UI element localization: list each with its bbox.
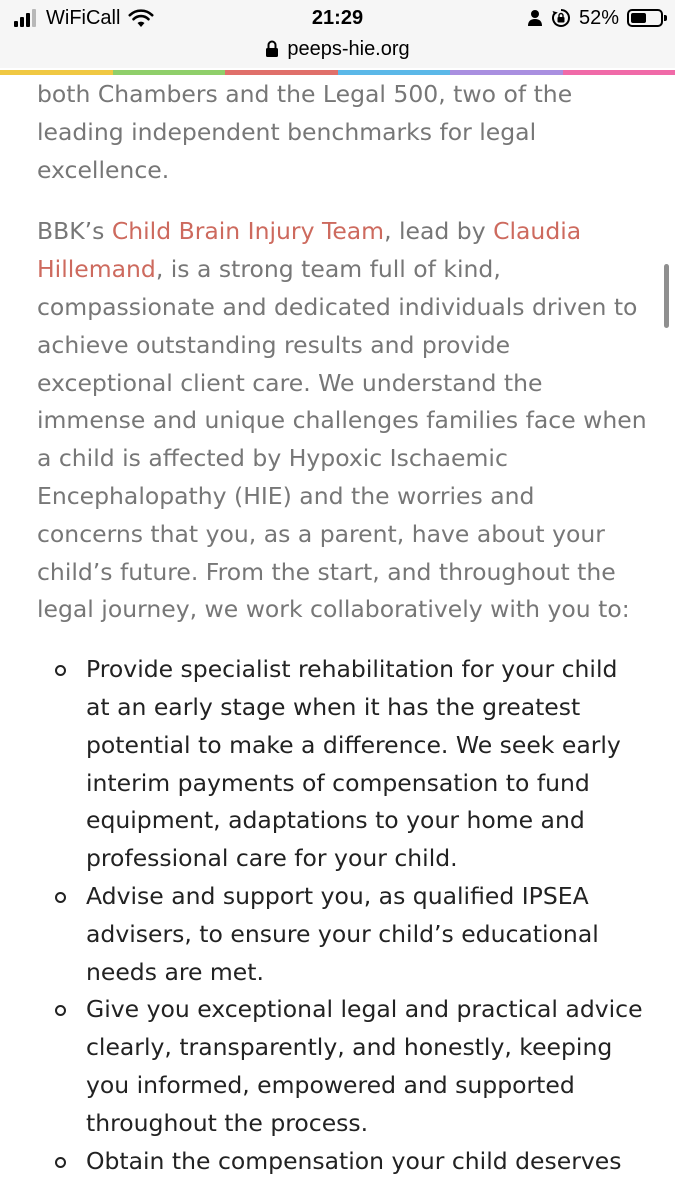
paragraph-text: , is a strong team full of kind, compassionate and dedicated individuals driven to achieve outstanding results and provide exceptional client care. We understand the immense and unique challenges families face when a child is affected by Hypoxic Ischaemic Encephalopathy (HIE) and the worries and concerns that you, as a parent, have about your child’s future. From the start, and throughout the legal journey, we work collaboratively with you to: — [37, 255, 647, 624]
color-strip-segment — [225, 70, 338, 75]
color-strip-segment — [0, 70, 113, 75]
url-text[interactable]: peeps-hie.org — [287, 38, 410, 60]
list-item — [86, 1143, 647, 1181]
article-content — [37, 76, 647, 1180]
scrollbar[interactable] — [664, 264, 669, 328]
status-time: 21:29 — [311, 7, 364, 29]
color-strip-segment — [338, 70, 451, 75]
carrier-name: WiFiCall — [46, 7, 121, 29]
person-icon — [527, 9, 543, 27]
lock-icon — [265, 40, 279, 58]
status-bar — [0, 0, 675, 36]
services-list — [37, 651, 647, 1180]
list-item — [86, 651, 647, 878]
paragraph-text: , lead by — [384, 217, 494, 246]
color-strip-segment — [563, 70, 675, 75]
address-bar[interactable] — [0, 36, 675, 68]
article-paragraph-team — [37, 213, 647, 629]
child-brain-injury-team-link[interactable]: Child Brain Injury Team — [111, 217, 385, 246]
list-item — [86, 878, 647, 991]
status-right — [527, 6, 663, 30]
bullet-icon — [55, 665, 66, 676]
battery-percent: 52% — [578, 7, 619, 29]
list-item-text: Provide specialist rehabilitation for your child at an early stage when it has the greatest potential to make a difference. We seek early interim payments of compensation to fund equipment, adaptations to your home and professional care for your child. — [86, 655, 621, 873]
list-item-text: Obtain the compensation your child deserves — [86, 1146, 622, 1175]
bullet-icon — [55, 892, 66, 903]
orientation-lock-icon — [551, 8, 571, 28]
paragraph-text: BBK’s — [37, 217, 112, 246]
article-paragraph: both Chambers and the Legal 500, two of the leading independent benchmarks for legal excellence. — [37, 80, 573, 184]
list-item-text: Advise and support you, as qualified IPSEA advisers, to ensure your child’s educational needs are met. — [86, 881, 599, 986]
color-strip-segment — [113, 70, 226, 75]
color-strip — [0, 70, 675, 75]
list-item — [86, 991, 647, 1142]
battery-icon — [627, 9, 663, 27]
list-item-text: Give you exceptional legal and practical advice clearly, transparently, and honestly, keeping you informed, empowered and supported throughout the process. — [86, 995, 643, 1137]
bullet-icon — [55, 1005, 66, 1016]
color-strip-segment — [450, 70, 563, 75]
battery-fill — [631, 13, 646, 23]
claudia-hillemand-link[interactable]: Claudia Hillemand — [37, 217, 582, 284]
bullet-icon — [55, 1157, 66, 1168]
